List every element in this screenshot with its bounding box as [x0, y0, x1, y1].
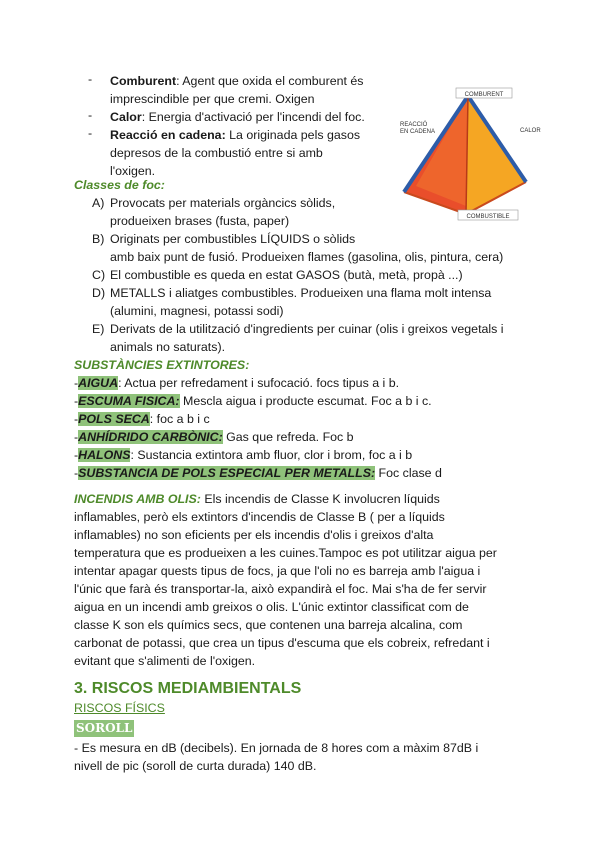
riscos-fisics-link[interactable]: RISCOS FÍSICS	[74, 701, 165, 715]
extintor-dash: -	[74, 412, 79, 426]
pyramid-face-right	[466, 96, 526, 214]
agent-term: Reacció en cadena:	[110, 128, 226, 142]
extintor-text: Foc clase d	[375, 466, 442, 480]
extintor-term: SUBSTANCIA DE POLS ESPECIAL PER METALLS:	[78, 466, 376, 480]
class-letter: D)	[92, 286, 106, 300]
class-letter: A)	[92, 196, 105, 210]
agent-text: depresos de la combustió entre si amb	[110, 146, 323, 160]
olis-text: evitant que s'alimenti de l'oxigen.	[74, 654, 256, 668]
agent-text: La originada pels gasos	[225, 128, 361, 142]
class-letter: E)	[92, 322, 105, 336]
label-reaccio: REACCIÓ EN CADENA	[400, 122, 436, 135]
soroll-text: nivell de pic (soroll de curta durada) 140 dB.	[74, 759, 317, 773]
bullet-dash: -	[88, 108, 93, 122]
olis-text: intentar apagar quests tipus de focs, ja que l'oli no es barreja amb l'aigua i	[74, 564, 481, 578]
extintor-dash: -	[74, 466, 79, 480]
class-text: Provocats per materials orgàncics sòlids,	[110, 196, 336, 210]
extintor-dash: -	[74, 376, 79, 390]
extintor-text: Mescla aigua i producte escumat. Foc a b i c.	[179, 394, 432, 408]
extintor-anhidrido	[74, 428, 354, 446]
classes-heading: Classes de foc:	[74, 178, 165, 192]
class-text: amb baix punt de fusió. Produeixen flames (gasolina, olis, pintura, cera)	[110, 250, 504, 264]
olis-text: l'únic que farà és transportar-la, això expandirà el foc. Mai s'ha de fer servir	[74, 582, 487, 596]
agent-text: imprescindible per que cremi. Oxigen	[110, 92, 315, 106]
class-text: METALLS i aliatges combustibles. Produeixen una flama molt intensa	[110, 286, 492, 300]
olis-text: aigua en un incendi amb greixos o olis. L'únic extintor classificat com de	[74, 600, 469, 614]
bullet-dash: -	[88, 72, 93, 86]
fire-pyramid-diagram	[396, 86, 548, 228]
extintor-term: AIGUA	[78, 376, 119, 390]
class-text: produeixen brases (fusta, paper)	[110, 214, 290, 228]
olis-text: inflamables) no son eficients per els incendis d'olis i greixos d'alta	[74, 528, 434, 542]
olis-text: carbonat de potassi, que crea un tipus d'escuma que els cobreix, refredant i	[74, 636, 490, 650]
class-text: animals no saturats).	[110, 340, 226, 354]
extintor-halons	[74, 446, 412, 464]
class-text: Originats per combustibles LÍQUIDS o sòlids	[110, 232, 356, 246]
agent-term: Calor	[110, 110, 142, 124]
extintor-text: : foc a b i c	[149, 412, 210, 426]
extintor-dash: -	[74, 394, 79, 408]
agent-text: l'oxigen.	[110, 164, 156, 178]
class-letter: B)	[92, 232, 105, 246]
extintor-dash: -	[74, 430, 79, 444]
extintor-text: : Sustancia extintora amb fluor, clor i brom, foc a i b	[130, 448, 413, 462]
bullet-dash: -	[88, 126, 93, 140]
class-text: El combustible es queda en estat GASOS (butà, metà, propà ...)	[110, 268, 463, 282]
olis-text: inflamables, però els extintors d'incendis de Classe B ( per a líquids	[74, 510, 445, 524]
soroll-tag: SOROLL	[76, 721, 133, 735]
section-title: 3. RISCOS MEDIAMBIENTALS	[74, 680, 302, 697]
label-combustible: COMBUSTIBLE	[466, 214, 510, 220]
label-comburent: COMBURENT	[464, 92, 504, 98]
olis-text: Els incendis de Classe K involucren líquids	[200, 492, 440, 506]
extintor-term: POLS SECA	[78, 412, 150, 426]
agent-term: Comburent	[110, 74, 177, 88]
class-letter: C)	[92, 268, 106, 282]
extintor-term: ESCUMA FISICA:	[78, 394, 180, 408]
class-text: Derivats de la utilització d'ingredients per cuinar (olis i greixos vegetals i	[110, 322, 504, 336]
extintor-term: ANHÍDRIDO CARBÒNIC:	[78, 430, 223, 444]
olis-text: classe K son els químics secs, que contenen una barreja alcalina, com	[74, 618, 463, 632]
extintor-pols-metalls	[74, 464, 442, 482]
extintor-dash: -	[74, 448, 79, 462]
agent-text: : Agent que oxida el comburent és	[176, 74, 364, 88]
olis-heading: INCENDIS AMB OLIS:	[74, 492, 201, 506]
olis-text: temperatura que es produeixen a les cuines.Tampoc es pot utilitzar aigua per	[74, 546, 497, 560]
extintor-aigua	[74, 374, 399, 392]
label-calor: CALOR	[520, 128, 541, 134]
extintor-text: : Actua per refredament i sufocació. focs tipus a i b.	[118, 376, 400, 390]
extintor-term: HALONS	[78, 448, 131, 462]
extintores-heading: SUBSTÀNCIES EXTINTORES:	[74, 358, 250, 372]
agent-calor	[110, 108, 365, 126]
agent-comburent	[110, 72, 363, 90]
extintor-pols-seca	[74, 410, 210, 428]
extintor-escuma	[74, 392, 432, 410]
class-text: (alumini, magnesi, potassi sodi)	[110, 304, 284, 318]
agent-reaccio	[110, 126, 360, 144]
olis-paragraph-first	[74, 490, 440, 508]
extintor-text: Gas que refreda. Foc b	[222, 430, 354, 444]
agent-text: : Energia d'activació per l'incendi del foc.	[141, 110, 365, 124]
soroll-text: - Es mesura en dB (decibels). En jornada de 8 hores com a màxim 87dB i	[74, 741, 479, 755]
